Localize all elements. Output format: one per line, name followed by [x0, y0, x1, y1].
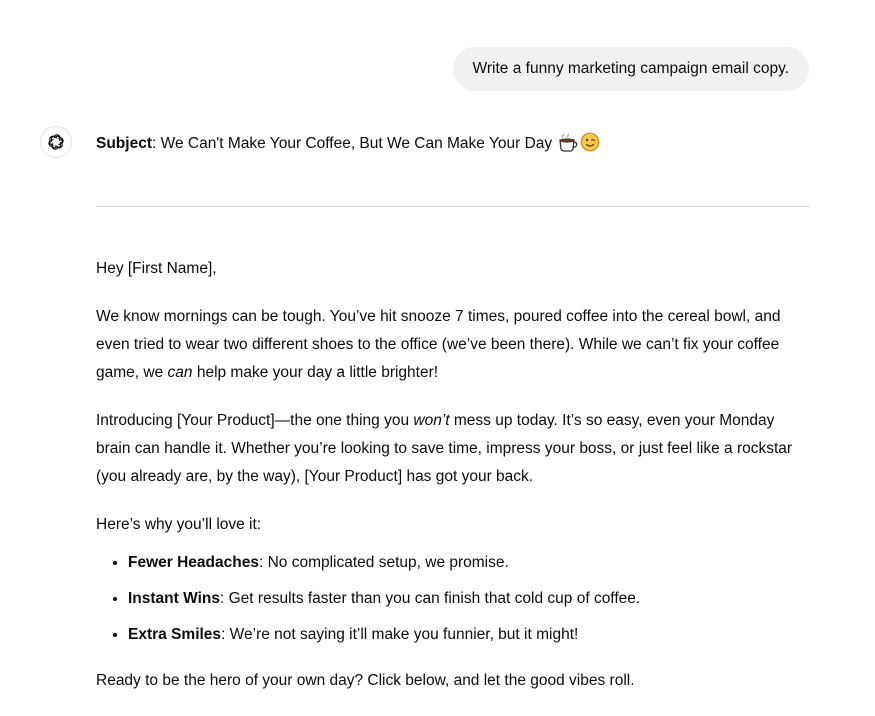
assistant-response [96, 130, 809, 689]
subject-text: : We Can't Make Your Coffee, But We Can Make Your Day [151, 135, 553, 152]
email-body [96, 255, 809, 715]
email-closing: Ready to be the hero of your own day? Click below, and let the good vibes roll. [96, 672, 635, 689]
benefit-list [96, 549, 809, 649]
email-paragraph-1: We know mornings can be tough. You’ve hit snooze 7 times, poured coffee into the cereal bowl, and even tried to wear two different shoes to the office (we’ve been there). While we can’t fix your coffee game, we can help make your day a little brighter! [96, 308, 781, 381]
email-subject-line [96, 130, 809, 162]
hot-coffee-emoji [558, 132, 578, 162]
assistant-avatar [40, 126, 72, 158]
list-intro: Here’s why you’ll love it: [96, 516, 262, 533]
email-paragraph-2: Introducing [Your Product]—the one thing you won’t mess up today. It’s so easy, even your Monday brain can handle it. Whether you’re looking to save time, impress your boss, or just feel like a rockstar (you already are, by the way), [Your Product] has got your back. [96, 412, 793, 485]
divider [96, 206, 809, 207]
list-item: • Fewer Headaches: No complicated setup, we promise. [128, 549, 809, 577]
list-item: • Extra Smiles: We’re not saying it’ll make you funnier, but it might! [128, 621, 809, 649]
email-greeting: Hey [First Name], [96, 260, 217, 277]
list-item: • Instant Wins: Get results faster than you can finish that cold cup of coffee. [128, 585, 809, 613]
winking-face-emoji [580, 132, 600, 162]
user-message-text: Write a funny marketing campaign email copy. [472, 60, 789, 77]
subject-label: Subject [96, 135, 152, 152]
user-message-bubble [453, 47, 809, 91]
openai-logo-icon [46, 132, 66, 152]
